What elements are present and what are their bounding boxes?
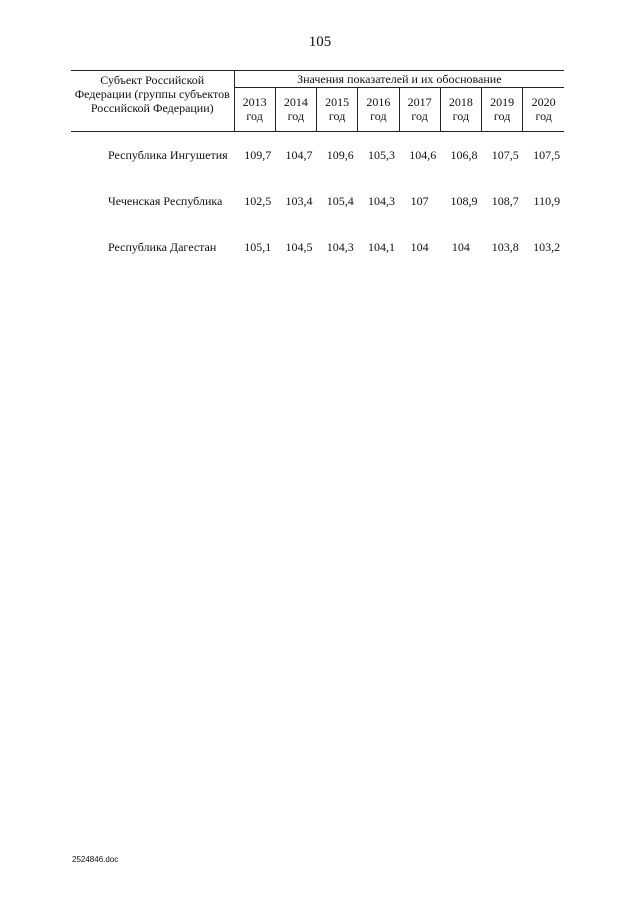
year-label: 2018 (448, 95, 473, 109)
year-unit: год (246, 109, 263, 123)
region-name: Республика Дагестан (108, 240, 217, 254)
year-label: 2020 (531, 95, 556, 109)
value-cell: 104 (410, 240, 429, 254)
value-cell: 104,5 (285, 240, 313, 254)
value-cell: 104,1 (368, 240, 395, 254)
value-cell: 103,2 (533, 240, 561, 254)
year-label: 2015 (325, 95, 350, 109)
year-label: 2016 (366, 95, 391, 109)
year-unit: год (411, 109, 428, 123)
indicator-table (71, 70, 564, 256)
year-unit: год (493, 109, 511, 123)
year-unit: год (328, 109, 346, 123)
values-column-header: Значения показателей и их обоснование (234, 71, 564, 88)
year-unit: год (452, 109, 470, 123)
value-cell: 103,8 (491, 240, 519, 254)
year-label: 2019 (490, 95, 515, 109)
year-label: 2017 (407, 95, 432, 109)
year-unit: год (535, 109, 552, 123)
year-header (440, 88, 481, 132)
year-header (275, 88, 316, 132)
year-header (399, 88, 440, 132)
year-header (317, 88, 358, 132)
value-cell: 104,3 (368, 194, 395, 208)
value-cell: 107,5 (533, 148, 561, 162)
value-cell: 104,6 (409, 148, 437, 162)
year-label: 2014 (283, 95, 308, 109)
year-label: 2013 (242, 95, 267, 109)
value-cell: 104,7 (285, 148, 313, 162)
year-header (358, 88, 399, 132)
table-row (71, 148, 564, 178)
subject-column-header: Субъект Российской Федерации (группы субъектов Российской Федерации) (71, 71, 234, 132)
year-unit: год (287, 109, 305, 123)
value-cell: 102,5 (244, 194, 272, 208)
value-cell: 108,9 (450, 194, 478, 208)
value-cell: 105,1 (244, 240, 272, 254)
value-cell: 110,9 (533, 194, 561, 208)
year-unit: год (370, 109, 387, 123)
value-cell: 103,4 (285, 194, 313, 208)
year-header (523, 88, 564, 132)
value-cell: 106,8 (450, 148, 478, 162)
table-row (71, 194, 564, 224)
value-cell: 105,4 (326, 194, 354, 208)
value-cell: 104 (451, 240, 470, 254)
value-cell: 105,3 (368, 148, 395, 162)
page-number: 105 (308, 34, 332, 50)
value-cell: 104,3 (326, 240, 354, 254)
value-cell: 107 (410, 194, 429, 208)
table-row (71, 240, 564, 256)
value-cell: 108,7 (491, 194, 519, 208)
value-cell: 109,7 (244, 148, 272, 162)
region-name: Чеченская Республика (108, 194, 223, 208)
year-header (234, 88, 275, 132)
file-name: 2524846.doc (72, 855, 119, 864)
region-name: Республика Ингушетия (108, 148, 228, 162)
value-cell: 107,5 (491, 148, 519, 162)
year-header (482, 88, 523, 132)
value-cell: 109,6 (326, 148, 354, 162)
